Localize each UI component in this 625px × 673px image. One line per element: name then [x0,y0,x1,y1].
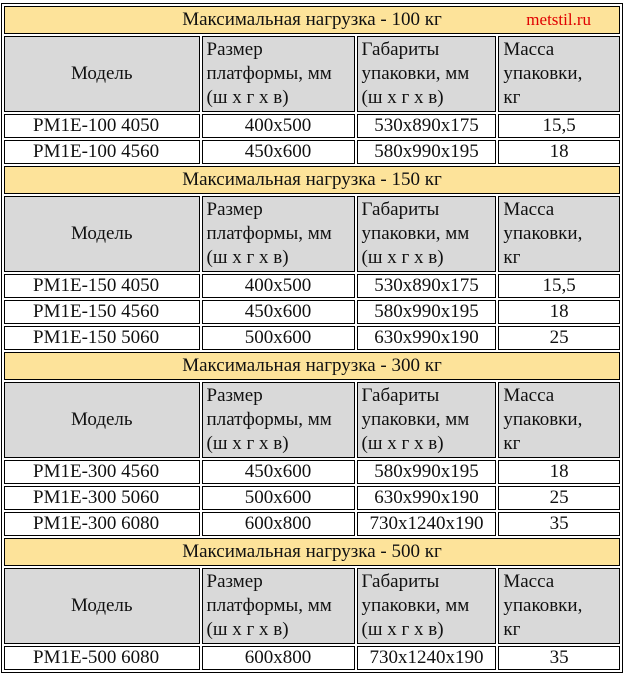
cell-model: PM1E-300 6080 [4,512,200,536]
cell-package-mass: 25 [498,326,620,350]
header-package-size-line: (ш х г х в) [361,619,444,640]
header-package-size-line: Габариты [361,571,440,592]
header-platform-size [202,36,355,112]
table-row [4,326,620,350]
cell-platform-size: 400x500 [202,114,355,138]
header-platform-size-line: платформы, мм [206,409,332,430]
cell-model: PM1E-100 4560 [4,140,200,164]
header-package-mass-line: Масса [503,39,555,60]
header-platform-size-line: (ш х г х в) [206,87,289,108]
brand-link[interactable]: metstil.ru [526,10,591,29]
group-title-row [4,6,620,34]
table-row [4,512,620,536]
header-platform-size [202,382,355,458]
header-package-mass-line: кг [503,619,521,640]
header-row [4,568,620,644]
header-package-size-line: (ш х г х в) [361,433,444,454]
group-title [4,166,620,194]
table-row [4,460,620,484]
cell-model: PM1E-500 6080 [4,646,200,670]
group-title-text: Максимальная нагрузка - 150 кг [182,169,442,190]
cell-platform-size: 400x500 [202,274,355,298]
header-package-mass [498,382,620,458]
header-package-size-line: Габариты [361,39,440,60]
header-platform-size-line: платформы, мм [206,63,332,84]
header-package-size-line: упаковки, мм [361,223,470,244]
header-package-mass-line: упаковки, [503,63,583,84]
header-package-mass-line: Масса [503,571,555,592]
specifications-table [1,3,623,673]
header-package-mass-line: упаковки, [503,409,583,430]
group-title-row [4,166,620,194]
header-row [4,382,620,458]
header-model: Модель [4,382,200,458]
cell-package-mass: 18 [498,300,620,324]
cell-package-size: 730x1240x190 [357,646,497,670]
cell-package-size: 580x990x195 [357,140,497,164]
header-platform-size-line: Размер [206,39,263,60]
cell-package-size: 580x990x195 [357,300,497,324]
table-row [4,646,620,670]
header-platform-size-line: (ш х г х в) [206,247,289,268]
cell-package-size: 630x990x190 [357,326,497,350]
cell-package-size: 730x1240x190 [357,512,497,536]
header-package-size [357,382,497,458]
header-row [4,36,620,112]
cell-platform-size: 450x600 [202,300,355,324]
cell-model: PM1E-150 4560 [4,300,200,324]
group-title [4,538,620,566]
header-package-size-line: упаковки, мм [361,409,470,430]
cell-package-mass: 18 [498,140,620,164]
header-platform-size-line: Размер [206,385,263,406]
header-package-size-line: упаковки, мм [361,595,470,616]
group-title-text: Максимальная нагрузка - 300 кг [182,355,442,376]
cell-package-mass: 35 [498,512,620,536]
header-package-size [357,196,497,272]
table-row [4,486,620,510]
cell-package-size: 530x890x175 [357,274,497,298]
header-package-mass [498,36,620,112]
header-package-mass-line: кг [503,247,521,268]
header-package-size-line: упаковки, мм [361,63,470,84]
header-platform-size-line: Размер [206,571,263,592]
cell-package-mass: 15,5 [498,114,620,138]
header-package-mass-line: упаковки, [503,223,583,244]
header-platform-size [202,196,355,272]
header-platform-size [202,568,355,644]
header-platform-size-line: платформы, мм [206,223,332,244]
group-title-text: Максимальная нагрузка - 500 кг [182,541,442,562]
header-package-mass-line: Масса [503,199,555,220]
header-package-mass-line: кг [503,87,521,108]
cell-platform-size: 600x800 [202,646,355,670]
table-row [4,140,620,164]
cell-platform-size: 500x600 [202,326,355,350]
cell-model: PM1E-150 5060 [4,326,200,350]
header-package-mass [498,196,620,272]
header-package-size-line: (ш х г х в) [361,247,444,268]
header-package-size [357,36,497,112]
cell-model: PM1E-150 4050 [4,274,200,298]
header-package-size-line: Габариты [361,199,440,220]
header-package-size-line: Габариты [361,385,440,406]
group-title-row [4,538,620,566]
table-row [4,300,620,324]
header-model: Модель [4,568,200,644]
header-package-mass-line: кг [503,433,521,454]
cell-model: PM1E-300 4560 [4,460,200,484]
specifications-table-body [4,6,620,670]
cell-platform-size: 500x600 [202,486,355,510]
cell-package-size: 580x990x195 [357,460,497,484]
header-model: Модель [4,36,200,112]
cell-package-mass: 35 [498,646,620,670]
cell-package-size: 630x990x190 [357,486,497,510]
group-title [4,352,620,380]
header-package-size [357,568,497,644]
group-title-text: Максимальная нагрузка - 100 кг [182,9,442,30]
table-row [4,274,620,298]
group-title [4,6,620,34]
header-platform-size-line: (ш х г х в) [206,433,289,454]
cell-package-mass: 15,5 [498,274,620,298]
header-package-mass-line: Масса [503,385,555,406]
header-platform-size-line: (ш х г х в) [206,619,289,640]
cell-model: PM1E-100 4050 [4,114,200,138]
cell-package-mass: 18 [498,460,620,484]
cell-platform-size: 450x600 [202,140,355,164]
cell-platform-size: 450x600 [202,460,355,484]
header-row [4,196,620,272]
cell-package-size: 530x890x175 [357,114,497,138]
cell-package-mass: 25 [498,486,620,510]
cell-model: PM1E-300 5060 [4,486,200,510]
cell-platform-size: 600x800 [202,512,355,536]
header-package-size-line: (ш х г х в) [361,87,444,108]
header-package-mass [498,568,620,644]
header-platform-size-line: Размер [206,199,263,220]
group-title-row [4,352,620,380]
table-row [4,114,620,138]
header-package-mass-line: упаковки, [503,595,583,616]
header-model: Модель [4,196,200,272]
header-platform-size-line: платформы, мм [206,595,332,616]
